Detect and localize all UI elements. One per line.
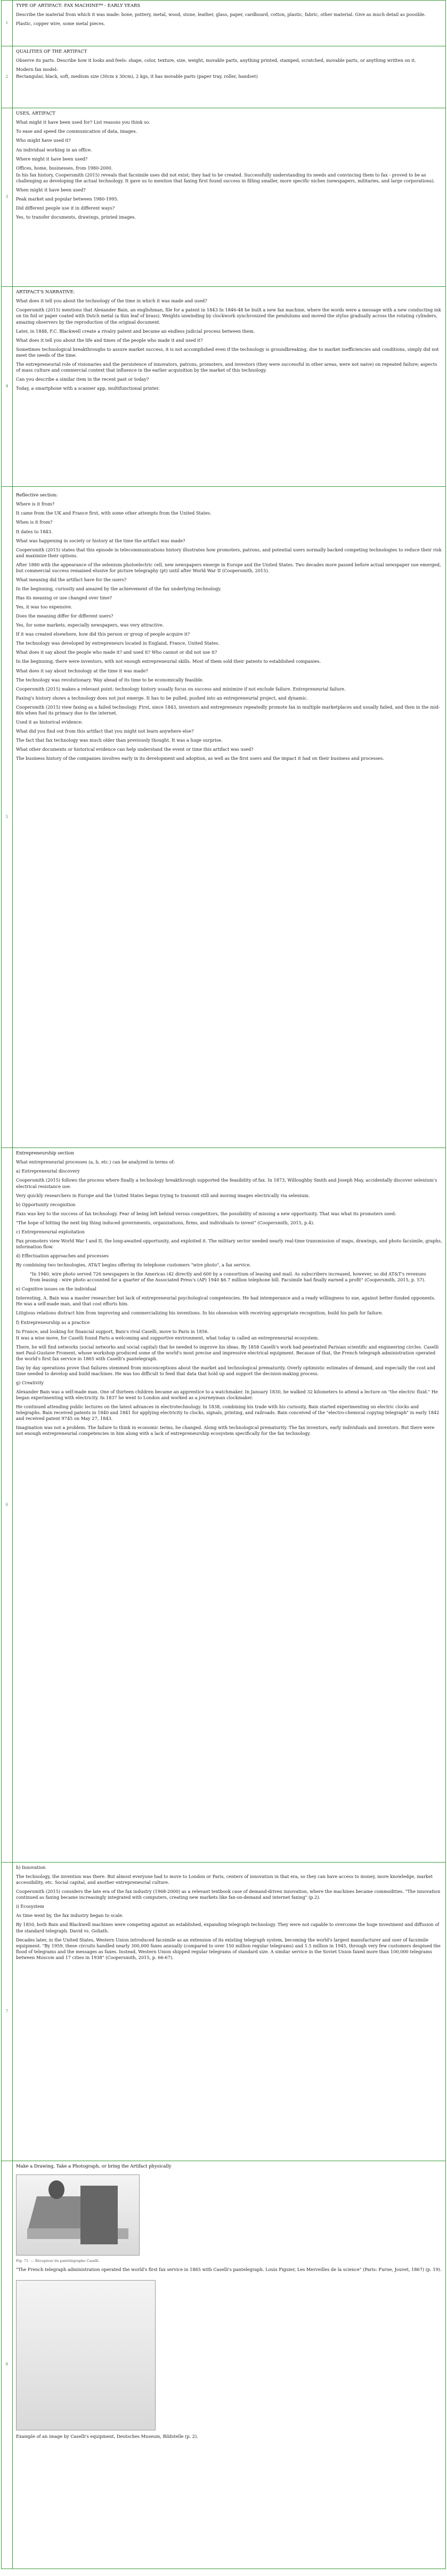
reflective-line: In the beginning, there were inventors, with not enough entrepreneurial skills. Most of them sold their patents to established companies. <box>16 659 321 664</box>
subheading: e) Cognitive issues on the individual <box>16 1286 96 1292</box>
paragraph: By combining two technologies, AT&T begins offering its telephone customers "wire photo", a fax service. <box>16 1262 251 1268</box>
paragraph: Modern fax model: <box>16 67 58 73</box>
paragraph: Who might have used it? <box>16 138 71 143</box>
paragraph: Peak market and popular between 1980-1995. <box>16 196 119 202</box>
subheading: c) Entrepreneurial exploitation <box>16 1229 85 1234</box>
section-title: Make a Drawing, Take a Photograph, or bring the Artifact physically <box>16 2163 172 2169</box>
row-number: 6 <box>2 1148 13 1862</box>
reflective-line: The technology was developed by entrepreneurs located in England, France, United States. <box>16 640 220 646</box>
paragraph: Very quickly researchers in Europe and the United States began trying to transmit still and moving images electrically via selenium. <box>16 1192 310 1198</box>
paragraph: Decades later, in the United States, Western Union introduced facsimile as an extension of its existing telegraph system, becoming the world's largest manufacturer and user of facsimile equipment. "By 1959, these circuits handled nearly 300,000 faxes annually (compared to over 150 million regular telegrams) and 1.5 million in 1945, through very few customers despised the flood of telegrams and the messages as faxes. Instead, Western Union shipped regular telegrams of standard size. A similar service in the Soviet Union faxed more than 100,000 telegrams between Moscow and 17 cities in 1938" (Coopersmith, 2015, p. 66-67). <box>16 1937 441 1960</box>
reflective-line: Where is it from? <box>16 501 54 507</box>
paragraph: Example of an image by Caselli's equipment, Deutsches Museum, Bildstelle (p. 2). <box>16 2434 198 2439</box>
section-title: Entrepreneurship section <box>16 1150 74 1155</box>
paragraph: Alexander Bain was a self-made man. One of thirteen children became an apprentice to a watchmaker. In January 1830, he walked 32 kilometers to attend a lecture on "the electric fluid." He began experimenting with electricity. In 1837 he went to London and worked as a journeyman clockmaker. <box>16 1389 438 1401</box>
reflective-line: What did you find out from this artifact that you might not learn anywhere else? <box>16 728 194 734</box>
paragraph: Coopersmith (2015) follows the process where finally a technology breakthrough supported the feasibility of fax. In 1873, Willoughby Smith and Joseph May, accidentally discover selenium's electrical resistance use. <box>16 1177 437 1189</box>
paragraph: Describe the material from which it was made: bone, pottery, metal, wood, stone, leather, glass, paper, cardboard, cotton, plastic, fabric, other material. Give as much detail as possible. <box>16 12 426 18</box>
paragraph: Plastic, copper wire, some metal pieces. <box>16 21 105 27</box>
paragraph: Coopersmith (2015) mentions that Alexander Bain, an englishman, file for a patent in 1843 In 1846-48 he built a new fax machine, where the words were a message with a new conducting ink on tin foil or paper coated with Dutch metal (a thin leaf of brass). Weights unwinding by clockwork synchronized the pendulums and moved the stylus gradually across the rotating cylinders, amazing observers by the reproduction of the original document. <box>16 307 441 325</box>
paragraph: Yes, to transfer documents, drawings, printed images. <box>16 214 136 220</box>
paragraph: In his fax history, Coopersmith (2015) reveals that facsimile uses did not exist; they had to be created. Successfully understanding its needs and convincing them to fax - proved to be as challenging as developing the actual technology. It gave us to mention that faxing first found success in filling smaller, more specific niches (newspapers, militaries, and large corporations). <box>16 172 435 183</box>
section-narrative <box>1 286 446 486</box>
reflective-line: What was happening in society or history at the time the artifact was made? <box>16 537 185 543</box>
row-number: 4 <box>2 287 13 486</box>
reflective-line: If it was created elsewhere, how did this person or group of people acquire it? <box>16 631 190 637</box>
paragraph: What entrepreneurial processes (a, b, etc.) can be analyzed in terms of: <box>16 1159 175 1165</box>
paragraph: The technology, the invention was there. But almost everyone had to move to London or Paris, centers of innovation in that era, so they can have access to money, more knowledge, market accessibility, etc. Social capital, and another entrepreneurial culture. <box>16 1874 433 1885</box>
reflective-line: Yes, for some markets, especially newspapers, was very attractive. <box>16 622 164 628</box>
reflective-line: It dates to 1843. <box>16 528 53 534</box>
paragraph: Imagination was not a problem. The failure to think in economic terms, he changed. Along with technological prematurity. The fax inventors, early individuals and inventors. But there were not enough entrepreneurial competencies in him along with a lack of entrepreneurship ecosystem specifically for the fax technology. <box>16 1425 435 1437</box>
reflective-line: Coopersmith (2015) view faxing as a failed technology. First, since 1843, inventors and entrepreneurs repeatedly promote fax in multiple marketplaces and usually failed, and then in the mid-80s when fuel its primacy due to the internet. <box>16 704 440 716</box>
caselli-image-example <box>16 2280 156 2430</box>
subheading: b) Opportunity recognition <box>16 1201 76 1207</box>
row-number: 3 <box>2 108 13 286</box>
paragraph: Observe its parts. Describe how it looks and feels: shape, color, texture, size, weight, movable parts, anything printed, stamped, scratched, movable parts, or anything written on it. <box>16 58 416 63</box>
reflective-line: When is it from? <box>16 519 53 525</box>
paragraph: Did different people use it in different ways? <box>16 205 115 211</box>
section-uses <box>1 108 446 286</box>
reflective-line: Coopersmith (2015) states that this episode in telecommunications history illustrates how promoters, patrons, and potential users normally backed competing technologies to reduce their risk and maximize their options. <box>16 547 442 558</box>
paragraph: An individual working in an office. <box>16 147 92 153</box>
paragraph: Later, in 1848, F.C. Blackwell create a rivalry patent and became an endless judicial process between them. <box>16 328 255 334</box>
paragraph: The entrepreneurial role of visionaries and the persistence of innovators, patrons, promoters, and investors (they were successful in other areas, were not naive) on repeated failure; aspects of mass culture and commercial context that influence in the earlier acquisition by the market of this technology. <box>16 361 437 373</box>
section-entrepreneurship <box>1 1147 446 1862</box>
reflective-line: Coopersmith (2015) makes a relevant point: technology history usually focus on success and minimize if not exclude failure. Entrepreneurial failure. <box>16 686 346 692</box>
paragraph: In France, and looking for financial support, Bain's rival Caselli, move to Paris in 1856. <box>16 1328 209 1334</box>
paragraph: What does it tell you about the life and times of the people who made it and used it? <box>16 337 203 343</box>
row-number: 5 <box>2 487 13 1147</box>
paragraph: He continued attending public lectures on the latest advances in electrotechnology. In 1838, combining his trade with his curiosity, Bain started experimenting on electric clocks and telegraphs. Bain received patents in 1840 and 1841 for applying electricity to clocks, signals, printing, and railroads. Bain conceived of the "electro-chemical copying telegraph" in early 1842 and received patent 9745 on May 27, 1843. <box>16 1404 440 1422</box>
section-qualities <box>1 46 446 108</box>
subheading: a) Entrepreneurial discovery <box>16 1168 80 1174</box>
section-innovation-ecosystem <box>1 1862 446 2161</box>
section-title: QUALITIES OF THE ARTIFACT <box>16 49 87 54</box>
reflective-line: Used it as historical evidence: <box>16 719 83 725</box>
subheading: d) Effectuation approaches and processes <box>16 1253 109 1259</box>
paragraph: Offices, home, businesses, from 1980-2000. <box>16 165 113 171</box>
quote: "The hope of hitting the next big thing induced governments, organizations, firms, and individuals to invest" (Coopersmith, 2015, p.4). <box>16 1219 314 1225</box>
reflective-line: What meaning did the artifact have for the users? <box>16 576 127 582</box>
paragraph: What might it have been used for? List reasons you think so. <box>16 119 150 125</box>
reflective-line: In the beginning, curiosity and amazed by the achievement of the fax underlying technology. <box>16 585 222 591</box>
image-caption: Fig. 71. — Récepteur du pantélégraphe Caselli. <box>16 2259 100 2264</box>
paragraph: "The French telegraph administration operated the world's first fax service in 1865 with Caselli's pantelegraph. Louis Figuier, Les Merveilles de la science" (Paris: Furne, Jouvet, 1867) (p. 19). <box>16 2267 442 2273</box>
paragraph: Coopersmith (2015) considers the late era of the fax industry (1968-2000) as a relevant textbook case of demand-driven innovation, where the machines became commodities. "The innovation continued as faxing became increasingly integrated with computers, creating new markets like fax-on-demand and internet faxing" (p.2). <box>16 1889 441 1900</box>
reflective-line: What does it say about the people who made it? and used it? Who cannot or did not use it? <box>16 649 217 655</box>
row-number: 2 <box>2 46 13 108</box>
paragraph: Day by day operations prove that failures stemmed from misconceptions about the market and technological prematurity. Overly optimistic estimates of demand, and especially the cost and time needed to develop and build machines. He was too difficult to feed that data that hold up and support the decision-making process. <box>16 1365 435 1376</box>
subheading: i) Ecosystem <box>16 1904 44 1909</box>
row-number: 8 <box>2 2161 13 2569</box>
reflective-line: After 1880 with the appearance of the selenium photoelectric cell, new newspapers emerge in Europe and the United States. Two decades more passed before actual newspaper use emerged, but commercial success remained elusive for picture telegraphy (pt) until after World War II (Coopersmith, 2015). <box>16 561 441 573</box>
reflective-lines <box>16 501 442 761</box>
reflective-line: Has its meaning or use changed over time? <box>16 595 112 601</box>
subheading: h) Innovation <box>16 1865 46 1870</box>
paragraph: Fax promoters view World War I and II, the long-awaited opportunity, and exploited it. The military sector needed nearly real-time transmission of maps, drawings, and photo facsimile, graphs, information flow. <box>16 1238 442 1249</box>
paragraph: Litigious relations distract him from improving and commercializing his inventions. In his obsession with receiving appropriate recognition, build his path for failure. <box>16 1310 383 1316</box>
reflective-line: Does the meaning differ for different users? <box>16 613 113 619</box>
section-reflective <box>1 486 446 1147</box>
paragraph: What does it tell you about the technology of the time in which it was made and used? <box>16 298 207 304</box>
paragraph: Can you describe a similar item in the recent past or today? <box>16 376 149 382</box>
paragraph: Interesting, A. Bain was a master researcher but lack of entrepreneurial psychological competencies. He had intemperance and a ready willingness to sue, against better-funded opponents. He was a self-made man, and that cost efforts him. <box>16 1295 436 1307</box>
row-number: 1 <box>2 1 13 46</box>
reflective-line: It came from the UK and France first, with some other attempts from the United States. <box>16 510 212 516</box>
paragraph: Rectangular, black, soft, medium size (30cm x 30cm), 2 kgs, it has movable parts (paper tray, roller, handset) <box>16 74 258 79</box>
paragraph: Today, a smartphone with a scanner app, multifunctional printer. <box>16 386 160 391</box>
reflective-line: The technology was revolutionary. Way ahead of its time to be economically feasible. <box>16 677 204 683</box>
paragraph: Where might it have been used? <box>16 156 88 162</box>
section-type-of-artifact <box>1 0 446 46</box>
reflective-line: What does it say about technology at the time it was made? <box>16 668 148 673</box>
section-title: USES, ARTIFACT <box>16 110 55 116</box>
paragraph: To ease and speed the communication of data, images. <box>16 129 137 134</box>
paragraph: When might it have been used? <box>16 187 86 192</box>
reflective-line: What other documents or historical evidence can help understand the event or time this artifact was used? <box>16 747 254 752</box>
indented-quote: "In 1940, wire photo served 726 newspapers in the Americas (42 directly and 600 by a consortium of leasing and mail. As subscribers increased, however, so did AT&T's revenues from leasing - wire photo accounted for a quarter of the Associated Press's (AP) 1940 $6.7 million telephone bill. Facsimile had finally earned a profit" (Coopersmith, 2015, p. 57). <box>30 1271 426 1283</box>
reflective-line: Yes, it was too expensive. <box>16 604 72 610</box>
reflective-line: The fact that fax technology was much older than previously thought. It was a huge surprise. <box>16 737 223 743</box>
paragraph: Sometimes technological breakthroughs to assure market success, it is not accomplished even if the technology is groundbreaking, due to market inefficiencies and conditions, simply did not meet the needs of the time. <box>16 346 439 358</box>
paragraph: It was a wise move, for Caselli found Paris a welcoming and supportive environment, what today is called an entrepreneurial ecosystem. <box>16 1335 319 1341</box>
reflective-line: Faxing's history shows a technology does not just emerge. It has to be pulled, pushed into an entrepreneurial project, and dynamic. <box>16 695 308 701</box>
document <box>1 0 446 2569</box>
subheading: g) Creativity <box>16 1380 44 1386</box>
paragraph: Faxs was key to the success of fax technology. Fear of being left behind versus competitors, the possibility of missing a new opportunity. That was what its promoters used: <box>16 1210 396 1216</box>
section-title: Reflective section: <box>16 492 58 497</box>
section-drawing-photo <box>1 2161 446 2569</box>
section-title: TYPE OF ARTIFACT: FAX MACHINE** - EARLY YEARS <box>16 3 141 8</box>
pantelegraph-engraving-image <box>16 2174 140 2256</box>
paragraph: There, he will find networks (social networks and social capital) that he needed to improve his ideas. By 1858 Caselli's work had penetrated Parisian scientific and engineering circles. Caselli met Paul-Gustave Froment, whose workshop produced some of the world's most precise and impressive electrical equipment. Because of that, the French telegraph administration operated the world's first fax service in 1865 with Caselli's pantelegraph. <box>16 1344 439 1361</box>
section-title: ARTIFACT'S NARRATIVE: <box>16 289 75 294</box>
reflective-line: The business history of the companies involves early in its development and adoption, as well as the first users and the impact it had on their business and processes. <box>16 756 384 761</box>
subheading: f) Entrepreneurship as a practice <box>16 1319 90 1325</box>
paragraph: By 1850, both Bain and Blackwell machines were competing against an established, expanding telegraph technology. They were not capable to overcome the huge investment and diffusion of the standard telegraph. David vs. Goliath. <box>16 1922 440 1933</box>
paragraph: As time went by, the fax industry began to scale. <box>16 1913 124 1919</box>
row-number: 7 <box>2 1863 13 2161</box>
